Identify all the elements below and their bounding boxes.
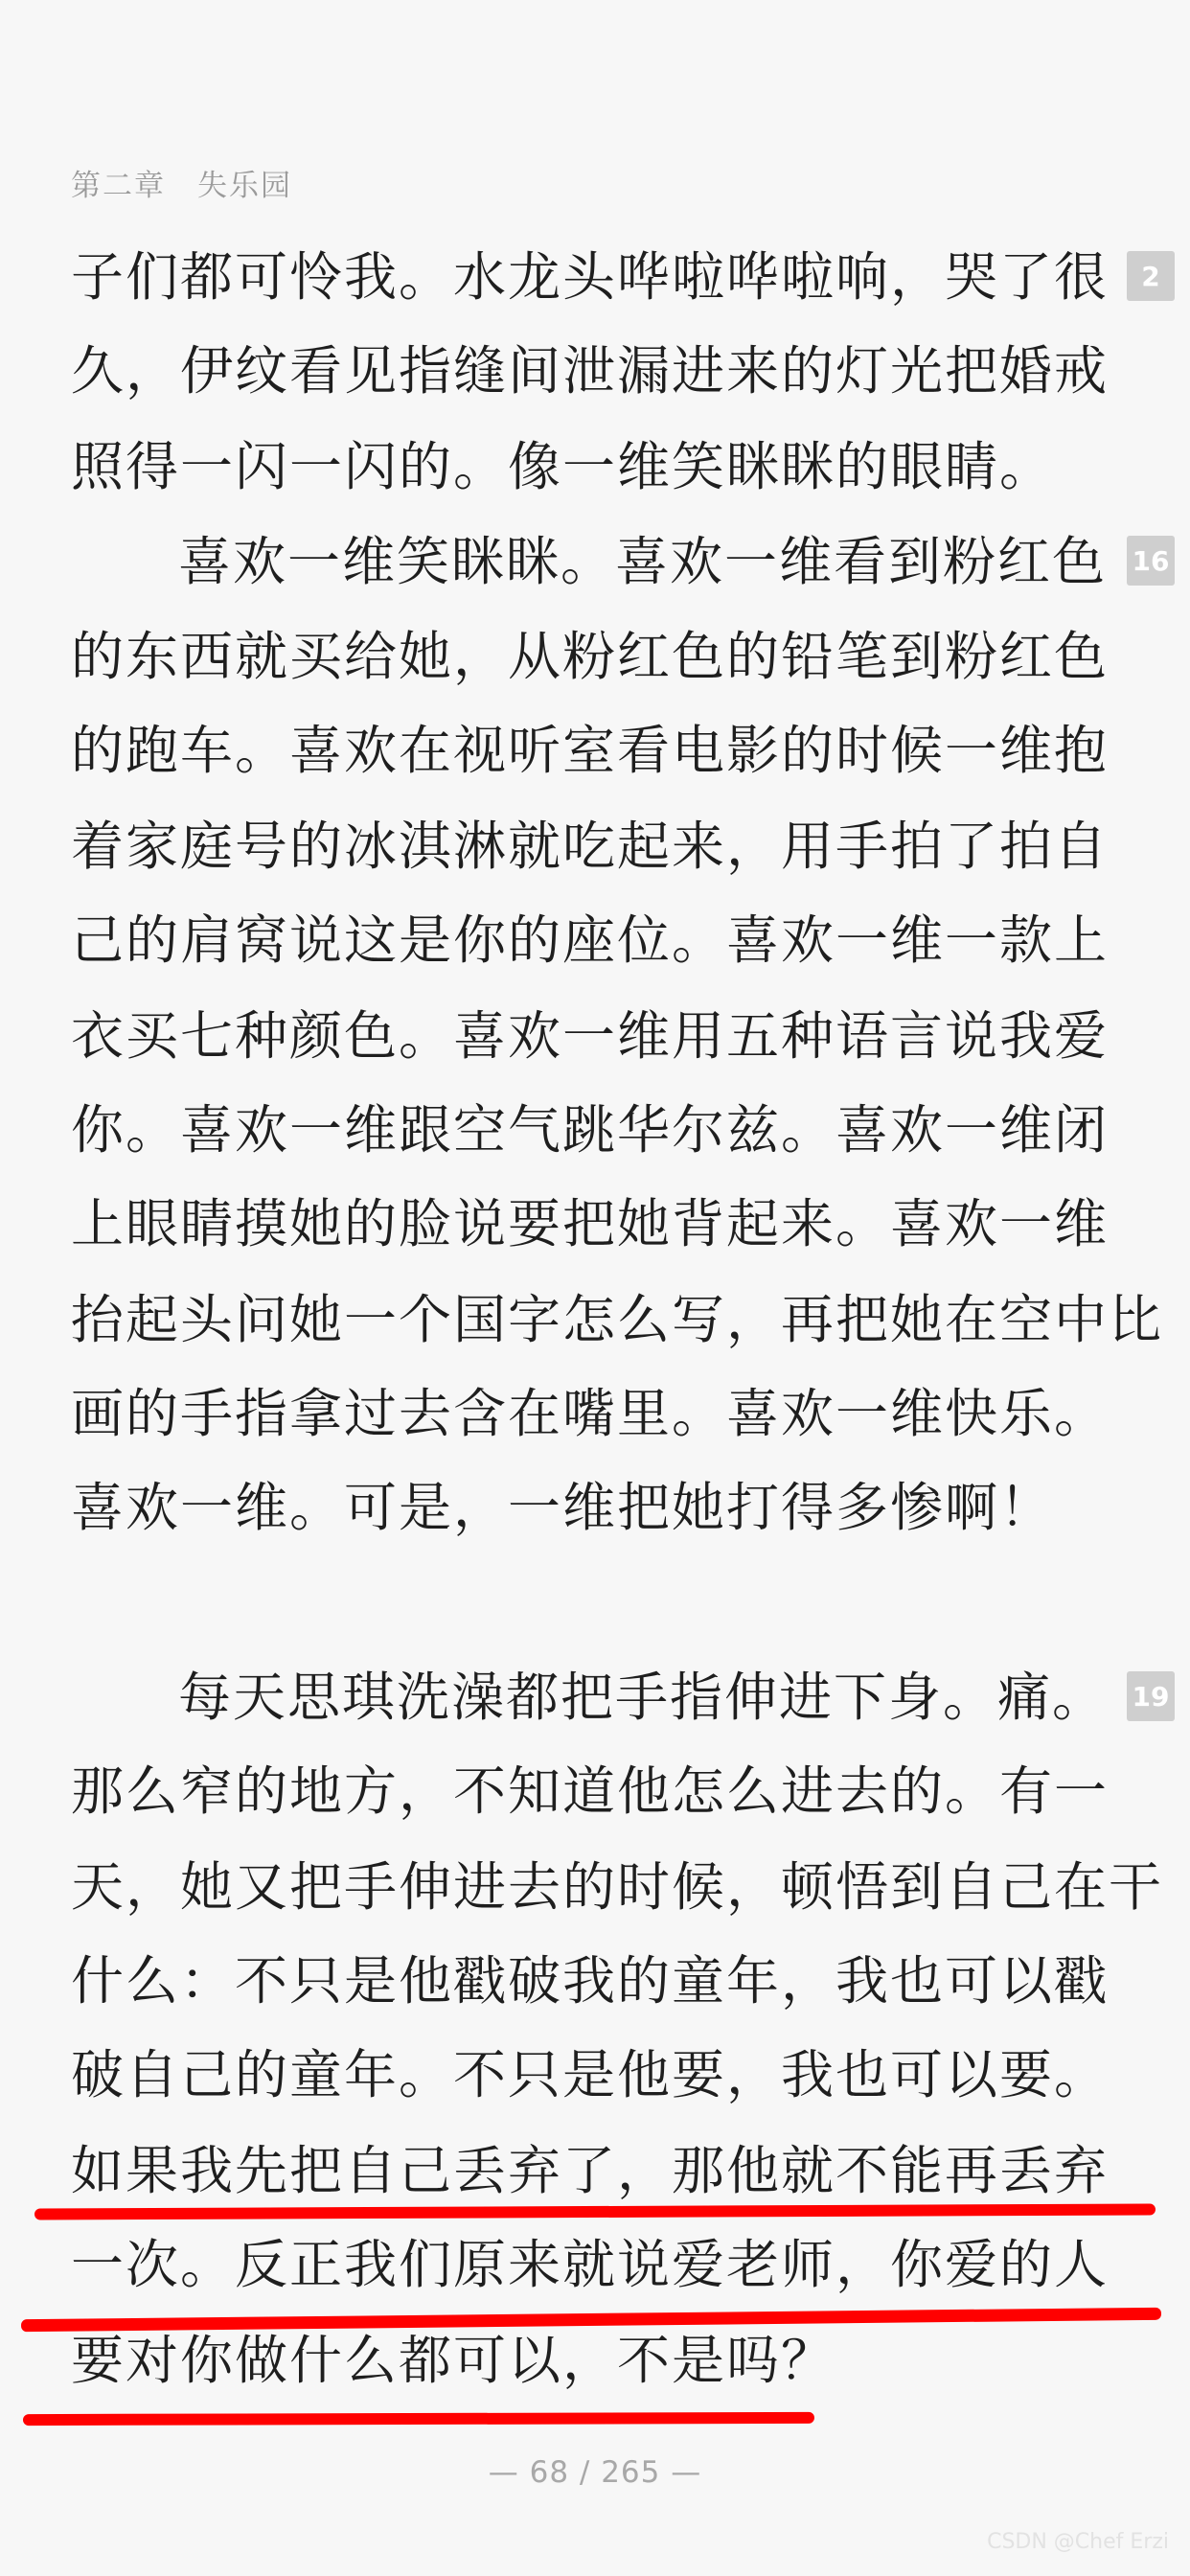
text-line: 天，她又把手伸进去的时候，顿悟到自己在干 — [71, 1856, 1164, 1918]
text-line: 每天思琪洗澡都把手指伸进下身。痛。 — [178, 1667, 1108, 1728]
text-line: 久，伊纹看见指缝间泄漏进来的灯光把婚戒 — [71, 340, 1110, 402]
text-line: 子们都可怜我。水龙头哗啦哗啦响，哭了很 — [71, 246, 1110, 308]
red-underline-mark — [34, 2203, 1156, 2220]
chapter-title: 第二章 失乐园 — [71, 169, 292, 203]
red-underline-mark — [23, 2412, 814, 2426]
page-indicator: — 68 / 265 — — [488, 2455, 702, 2490]
text-line: 着家庭号的冰淇淋就吃起来，用手拍了拍自 — [71, 816, 1110, 877]
text-line: 抬起头问她一个国字怎么写，再把她在空中比 — [71, 1289, 1164, 1350]
watermark: CSDN @Chef Erzi — [987, 2530, 1169, 2554]
text-line: 破自己的童年。不只是他要，我也可以要。 — [71, 2044, 1110, 2105]
text-line: 喜欢一维。可是，一维把她打得多惨啊！ — [71, 1477, 1055, 1538]
text-line: 的跑车。喜欢在视听室看电影的时候一维抱 — [71, 720, 1110, 781]
text-line: 的东西就买给她，从粉红色的铅笔到粉红色 — [71, 626, 1110, 687]
text-line: 上眼睛摸她的脸说要把她背起来。喜欢一维 — [71, 1193, 1110, 1254]
text-line: 照得一闪一闪的。像一维笑眯眯的眼睛。 — [71, 436, 1055, 497]
comment-count-badge[interactable]: 19 — [1127, 1671, 1175, 1721]
red-underline-mark — [21, 2308, 1161, 2332]
comment-count-badge[interactable]: 16 — [1127, 536, 1175, 586]
text-line: 那么窄的地方，不知道他怎么进去的。有一 — [71, 1760, 1110, 1822]
text-line: 如果我先把自己丢弃了，那他就不能再丢弃 — [71, 2140, 1110, 2201]
text-line: 喜欢一维笑眯眯。喜欢一维看到粉红色 — [178, 531, 1108, 592]
comment-count-badge[interactable]: 2 — [1127, 251, 1175, 301]
text-line: 你。喜欢一维跟空气跳华尔兹。喜欢一维闭 — [71, 1099, 1110, 1161]
text-line: 什么：不只是他戳破我的童年，我也可以戳 — [71, 1950, 1110, 2012]
text-line: 画的手指拿过去含在嘴里。喜欢一维快乐。 — [71, 1383, 1110, 1444]
text-line: 己的肩窝说这是你的座位。喜欢一维一款上 — [71, 909, 1110, 971]
text-line: 衣买七种颜色。喜欢一维用五种语言说我爱 — [71, 1005, 1110, 1067]
text-line: 要对你做什么都可以，不是吗？ — [71, 2330, 836, 2391]
text-line: 一次。反正我们原来就说爱老师，你爱的人 — [71, 2234, 1110, 2295]
